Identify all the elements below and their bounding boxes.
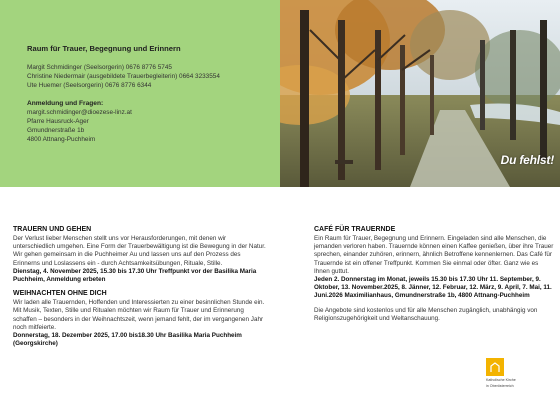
church-logo-icon (486, 358, 504, 376)
section-text-walking: Der Verlust lieber Menschen stellt uns vor Herausforderungen, mit denen wir unterschiedlich umgehen. Eine Form der Trauerbewältigung ist die Bewegung in der Natur. Wir gehen gemeinsam in die Puchheimer Au und lassen uns auf den Prozess des Erinnerns und Loslassens ein - durch Achtsamkeitsübungen, Rituale, Stille. (13, 235, 266, 267)
registration-email[interactable]: margit.schmidinger@dioezese-linz.at (27, 109, 132, 116)
autumn-park-photo (280, 0, 560, 187)
section-dates-cafe: Jeden 2. Donnerstag im Monat, jeweils 15.30 bis 17.30 Uhr 11. September, 9. Oktober, 13. November.2025, 8. Jänner, 12. Februar, 12. März, 9. April, 7. Mai, 11. Juni.2026 Maximilianhaus, Gmundnerstraße 1b, 4800 Attnang-Puchheim (314, 276, 552, 300)
contact-person: Ute Huemer (Seelsorgerin) 0676 8776 6344 (27, 82, 152, 89)
section-title-christmas: WEIHNACHTEN OHNE DICH (13, 290, 107, 298)
section-date-christmas: Donnerstag, 18. Dezember 2025, 17.00 bis18.30 Uhr Basilika Maria Puchheim (Georgskirche) (13, 332, 242, 348)
section-title-cafe: CAFÉ FÜR TRAUERNDE (314, 226, 396, 233)
contact-title: Raum für Trauer, Begegnung und Erinnern (27, 44, 181, 53)
slogan-text: Du fehlst! (500, 153, 554, 167)
contact-panel (0, 0, 280, 187)
logo-mark-icon (486, 358, 504, 376)
left-column (13, 226, 267, 348)
section-title-walking: TRAUERN UND GEHEN (13, 226, 92, 233)
registration-heading: Anmeldung und Fragen: (27, 100, 104, 107)
registration-parish: Pfarre Hausruck-Ager (27, 118, 89, 125)
registration-city: 4800 Attnang-Puchheim (27, 136, 96, 143)
logo-text-line2: in Oberösterreich (486, 384, 514, 389)
contact-block (27, 44, 277, 144)
contact-person: Christine Niedermair (ausgebildete Trauerbegleiterin) 0664 3233554 (27, 73, 220, 80)
contact-person: Margit Schmidinger (Seelsorgerin) 0676 8776 5745 (27, 64, 172, 71)
church-logo (486, 358, 526, 389)
registration-street: Gmundnerstraße 1b (27, 127, 85, 134)
section-text-christmas: Wir laden alle Trauernden, Hoffenden und Interessierten zu einer besinnlichen Stunde ein. Mit Musik, Texten, Stille und Ritualen möchten wir Raum für Trauer und Erinnerung schaffen – besonders in der Weihnachtszeit, wenn jemand fehlt, der im vergangenen Jahr noch mitfeierte. (13, 299, 265, 331)
right-column (314, 226, 554, 323)
logo-text-line1: Katholische Kirche (486, 378, 516, 382)
section-date-walking: Dienstag, 4. November 2025, 15.30 bis 17.30 Uhr Treffpunkt vor der Basilika Maria Puchheim, Anmeldung erbeten (13, 267, 257, 284)
section-closing-note: Die Angebote sind kostenlos und für alle Menschen zugänglich, unabhängig von Religionszugehörigkeit und Weltanschauung. (314, 306, 538, 322)
section-text-cafe: Ein Raum für Trauer, Begegnung und Erinnern. Eingeladen sind alle Menschen, die jemanden verloren haben. Trauernde können einen Kaffee genießen, über ihre Trauer sprechen, einander zuhören, erinnern, ähnlich Betroffene kennenlernen. Das Café für Trauernde ist ein offener Treffpunkt. Kommen Sie einmal oder öfter. Ganz wie es Ihnen guttut. (314, 235, 554, 275)
